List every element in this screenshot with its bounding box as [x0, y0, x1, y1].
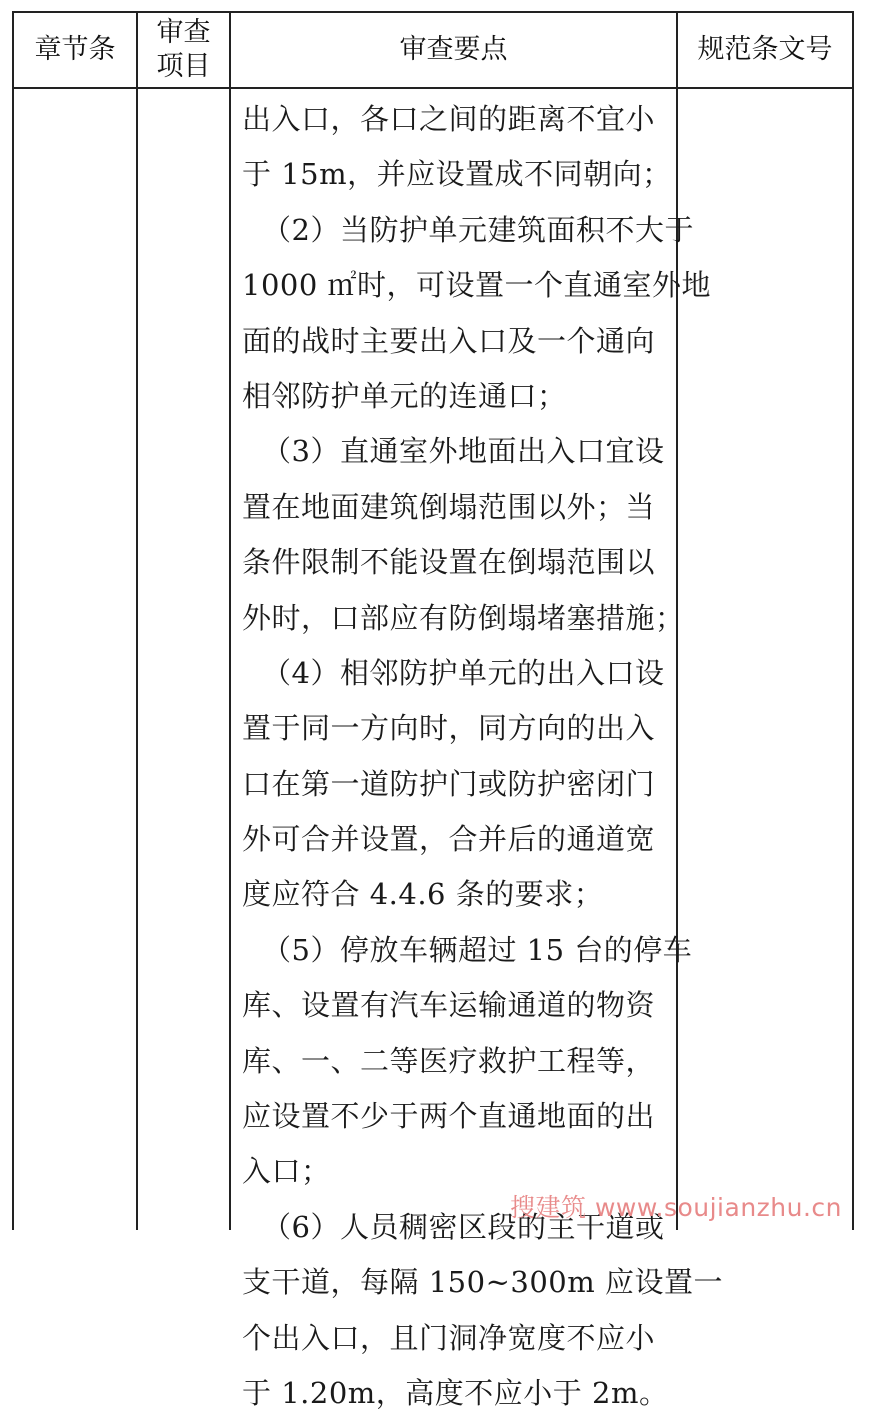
- table-left-border: [12, 11, 14, 1230]
- content-line: 入口；: [242, 1154, 331, 1189]
- header-chapter-clause-label: 章节条: [34, 34, 116, 65]
- content-line: （5）停放车辆超过 15 台的停车: [262, 932, 693, 967]
- content-line: （2）当防护单元建筑面积不大于: [262, 212, 694, 247]
- content-line: 支干道，每隔 150~300m 应设置一: [242, 1265, 723, 1300]
- content-line: 于 1.20m，高度不应小于 2m。: [242, 1375, 669, 1410]
- content-line: （3）直通室外地面出入口宜设: [262, 434, 665, 469]
- content-line: 相邻防护单元的连通口；: [242, 378, 567, 413]
- header-chapter-clause: [14, 13, 136, 87]
- table-right-border: [852, 11, 854, 1230]
- content-line: 置在地面建筑倒塌范围以外；当: [242, 489, 656, 524]
- header-review-item-line1: 审查: [156, 17, 211, 48]
- site-watermark: 搜建筑 www.soujianzhu.cn: [510, 1193, 843, 1222]
- content-line: （6）人员稠密区段的主干道或: [262, 1209, 665, 1244]
- content-line: 出入口，各口之间的距离不宜小: [242, 102, 656, 136]
- content-line: 应设置不少于两个直通地面的出: [242, 1099, 656, 1134]
- content-line: （4）相邻防护单元的出入口设: [262, 655, 665, 690]
- content-line: 口在第一道防护门或防护密闭门: [242, 766, 656, 801]
- header-review-item-line2: 项目: [156, 51, 211, 82]
- column-divider-2: [229, 11, 231, 1230]
- header-review-item: [138, 13, 229, 87]
- content-line: 置于同一方向时，同方向的出入: [242, 711, 656, 746]
- content-line: 个出入口，且门洞净宽度不应小: [242, 1320, 656, 1355]
- content-line: 度应符合 4.4.6 条的要求；: [242, 877, 604, 912]
- content-line: 1000 ㎡时，可设置一个直通室外地: [242, 268, 712, 303]
- content-line: 库、设置有汽车运输通道的物资: [242, 988, 656, 1023]
- content-line: 外时，口部应有防倒塌堵塞措施；: [242, 600, 685, 635]
- header-code-clause-number-label: 规范条文号: [697, 34, 833, 65]
- content-line: 于 15m，并应设置成不同朝向；: [242, 157, 672, 192]
- content-line: 外可合并设置，合并后的通道宽: [242, 822, 656, 857]
- header-review-points-label: 审查要点: [399, 34, 508, 65]
- content-line: 条件限制不能设置在倒塌范围以: [242, 545, 656, 580]
- header-bottom-border: [12, 87, 854, 89]
- header-code-clause-number: [678, 13, 852, 87]
- content-line: 面的战时主要出入口及一个通向: [242, 323, 656, 358]
- column-divider-1: [136, 11, 138, 1230]
- content-line: 库、一、二等医疗救护工程等，: [242, 1043, 656, 1078]
- header-review-points: [231, 13, 676, 87]
